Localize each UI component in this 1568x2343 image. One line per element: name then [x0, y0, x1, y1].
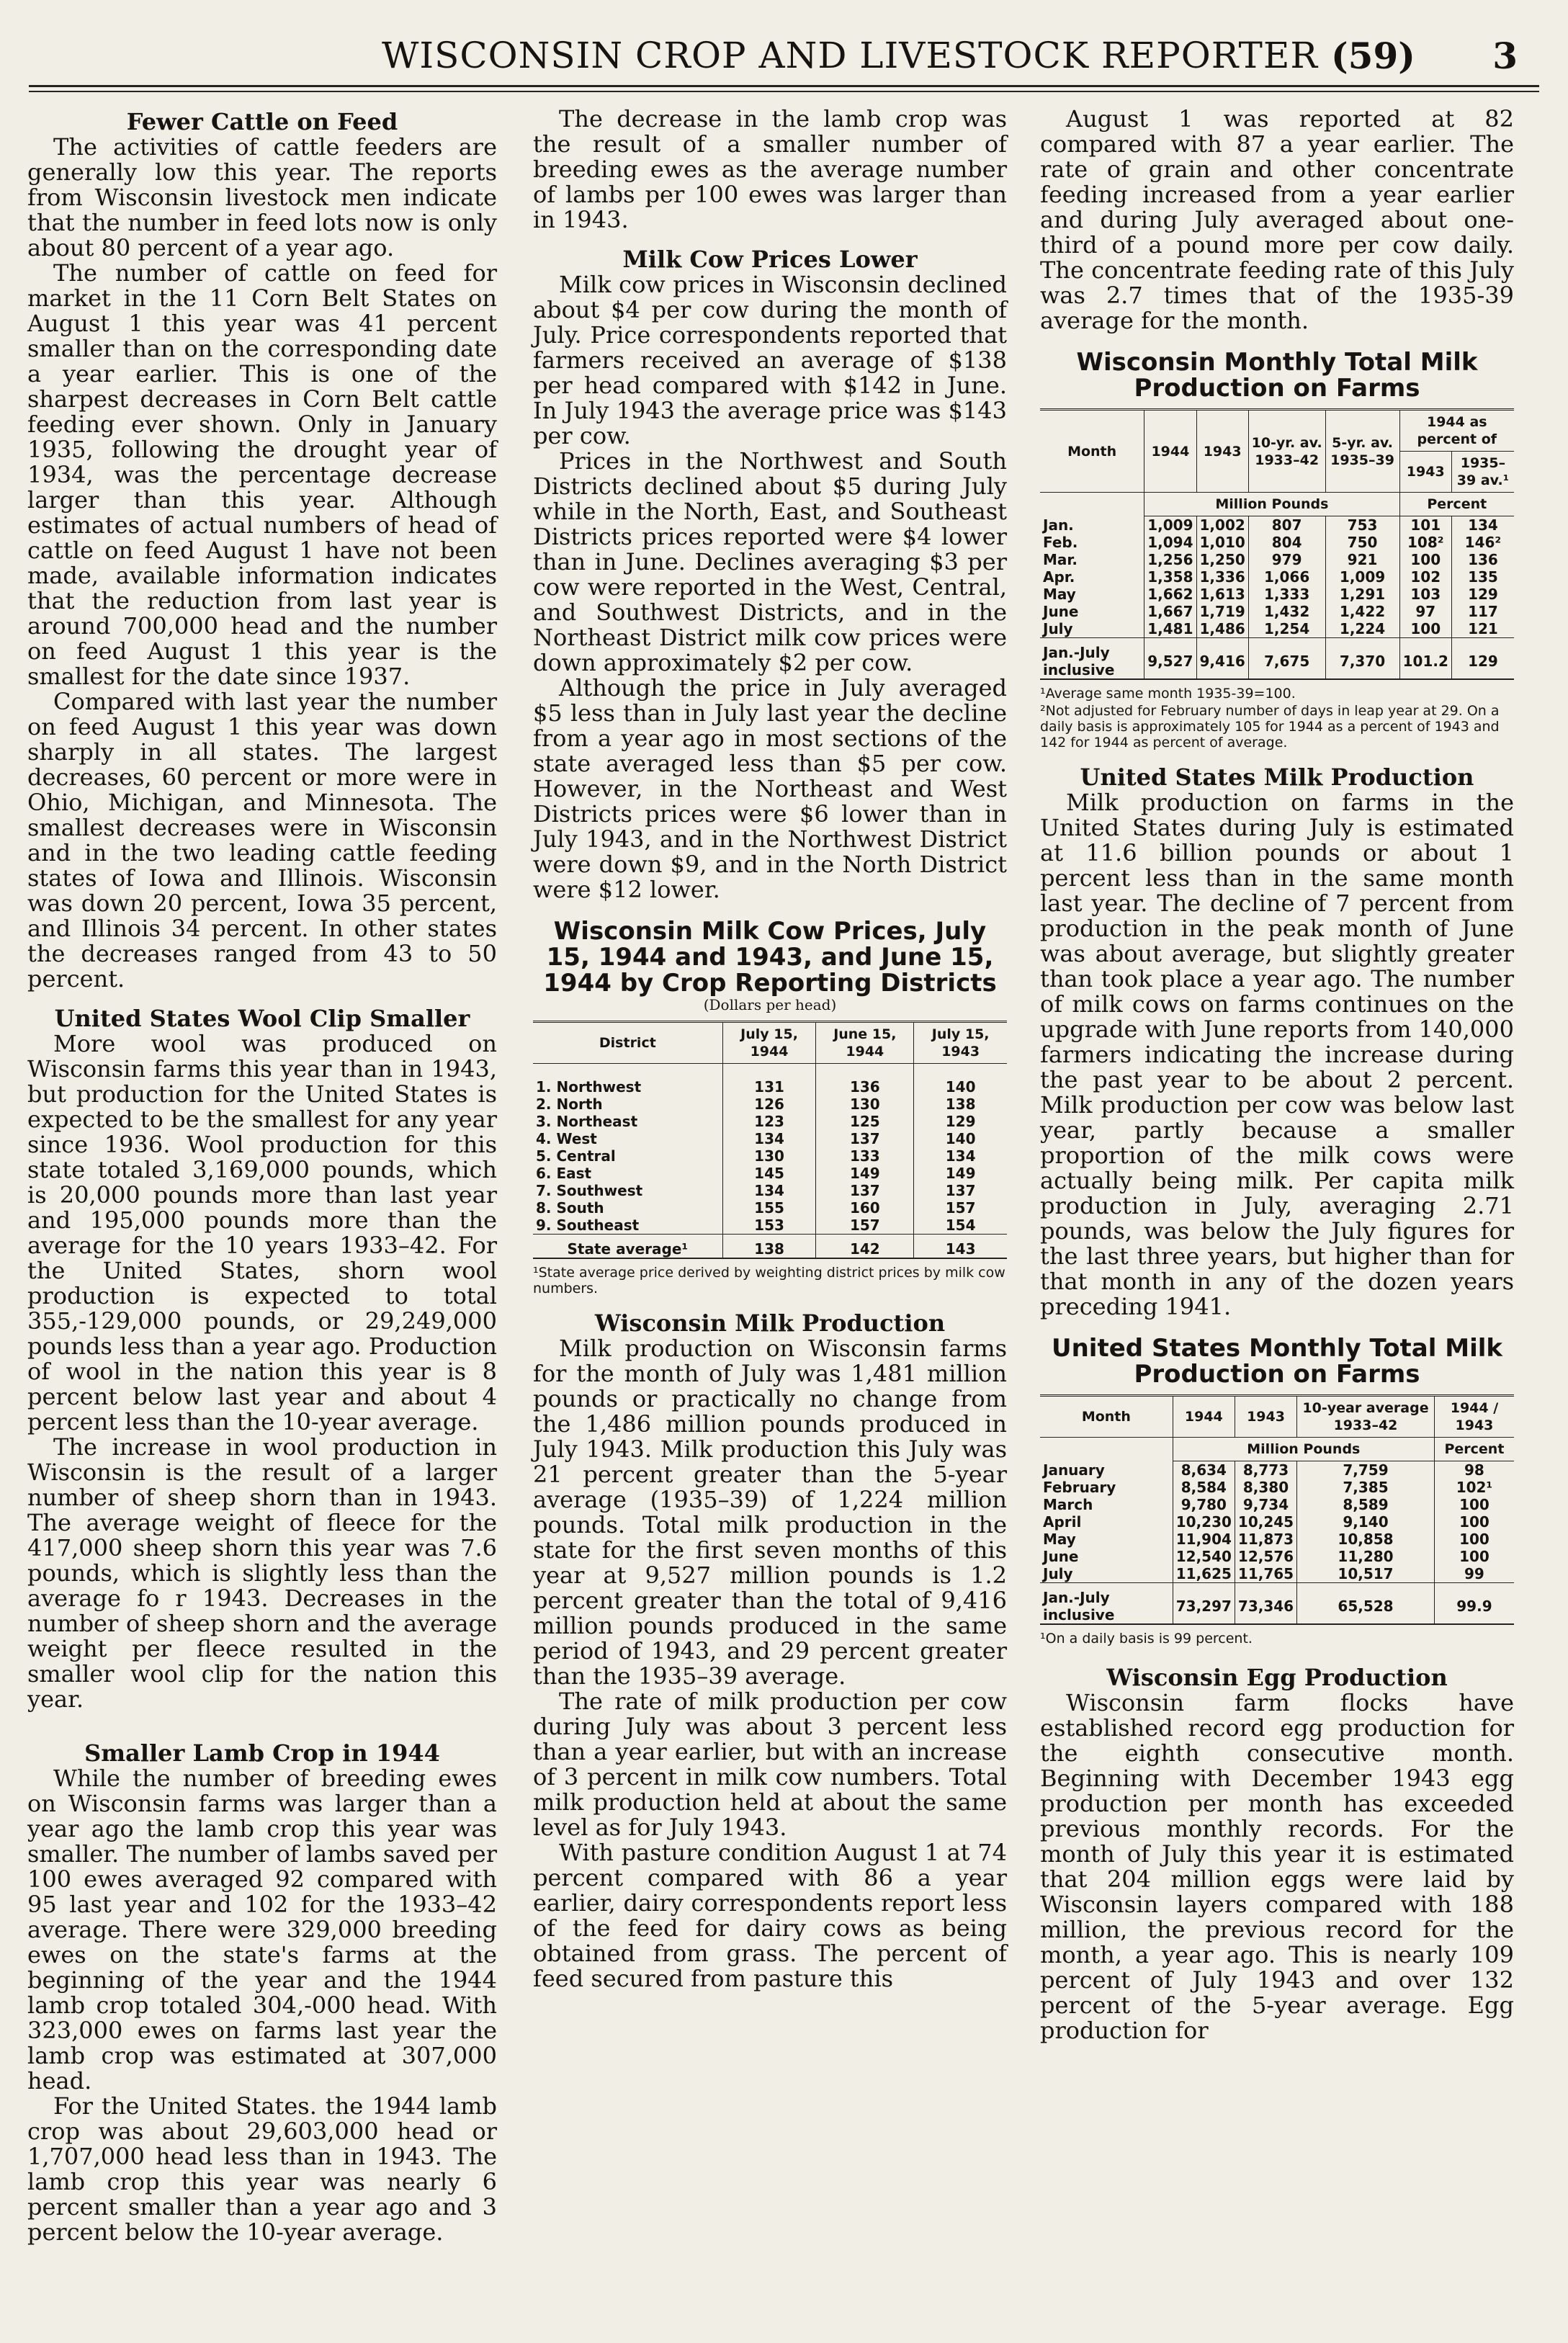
table-cell: 134 [914, 1147, 1007, 1165]
table-cell: 1,291 [1325, 586, 1399, 603]
heading-lamb-crop: Smaller Lamb Crop in 1944 [84, 1739, 440, 1767]
table-row [1040, 534, 1514, 551]
row-label: May [1043, 1531, 1076, 1548]
table-cell: 1,009 [1325, 568, 1399, 586]
column-3 [1040, 107, 1514, 2043]
table-cell: 9,734 [1235, 1496, 1296, 1513]
table-cell: 1,224 [1325, 620, 1399, 638]
row-label: 3. Northeast [536, 1113, 638, 1130]
table-cell: 117 [1451, 603, 1514, 620]
table-row-total: Jan.-July inclusive 9,527 9,416 7,675 7,370 101.2 129 [1040, 638, 1514, 680]
table-cell: 140 [914, 1130, 1007, 1147]
table-row [1040, 1531, 1514, 1548]
table-row [1040, 586, 1514, 603]
paragraph: Wisconsin farm flocks have established record egg production for the eighth consecutive month. Beginning with December 1943 egg production per month has exceeded previous monthly records. For the month of July this year it is estimated that 204 million eggs were laid by Wisconsin layers compared with 188 million, the previous record for the month, a year ago. This is nearly 109 percent of July 1943 and over 132 percent of the 5-year average. Egg production for [1040, 1689, 1514, 2044]
table-cell: 101 [1399, 516, 1451, 534]
paragraph: Milk cow prices in Wisconsin declined about $4 per cow during the month of July. Price correspondents reported that farmers received an average of $138 per head compared with $142 in June. In July 1943 the average price was $143 per cow. [533, 271, 1007, 449]
paragraph: For the United States. the 1944 lamb crop was about 29,603,000 head or 1,707,000 head less than in 1943. The lamb crop this year was nearly 6 percent smaller than a year ago and 3 percent below the 10-year average. [27, 2092, 497, 2246]
row-label: 9. Southeast [536, 1217, 640, 1234]
table-cell: 10,245 [1235, 1513, 1296, 1531]
table-cell: 136 [816, 1078, 914, 1096]
table-cell: 10,858 [1297, 1531, 1435, 1548]
table-cell: 100 [1434, 1496, 1514, 1513]
table-cell: 131 [722, 1078, 816, 1096]
table-cell: 12,540 [1173, 1548, 1235, 1565]
column-header: District [533, 1022, 722, 1064]
row-label: July [1043, 620, 1073, 637]
table-cell: 100 [1399, 620, 1451, 638]
paragraph: Milk production on Wisconsin farms for the month of July was 1,481 million pounds or practically no change from the 1,486 million pounds produced in July 1943. Milk production this July was 21 percent greater than the 5-year average (1935–39) of 1,224 million pounds. Total milk production in the state for the first seven months of this year at 9,527 million pounds is 1.2 percent greater than the total of 9,416 million pounds produced in the same period of 1943, and 29 percent greater than the 1935–39 average. [533, 1335, 1007, 1690]
column-2 [533, 107, 1007, 1992]
table-cell: 125 [816, 1113, 914, 1130]
paragraph: August 1 was reported at 82 compared with 87 a year earlier. The rate of grain and other concentrate feeding increased from a year earlier and during July averaged about one-third of a pound more per cow daily. The concentrate feeding rate of this July was 2.7 times that of the 1935-39 average for the month. [1040, 105, 1514, 334]
table-row [1040, 1461, 1514, 1479]
table-cell: 153 [722, 1217, 816, 1235]
row-label: Feb. [1043, 534, 1078, 551]
row-label: 5. Central [536, 1147, 616, 1165]
paragraph: The number of cattle on feed for market in the 11 Corn Belt States on August 1 this year was 41 percent smaller than on the corresponding date a year earlier. This is one of the sharpest decreases in Corn Belt cattle feeding ever shown. Only in January 1935, following the drought year of 1934, was the percentage decrease larger than this year. Although estimates of actual numbers of head of cattle on feed August 1 have not been made, available information indicates that the reduction from last year is around 700,000 head and the number on feed August 1 this year is the smallest for the date since 1937. [27, 259, 497, 690]
table-cell: 157 [816, 1217, 914, 1235]
table-row [533, 1147, 1007, 1165]
table-cell: 1,667 [1144, 603, 1196, 620]
table-cell: 1,358 [1144, 568, 1196, 586]
table-cell: 979 [1248, 551, 1325, 568]
table-cell: 807 [1248, 516, 1325, 534]
table-cell: 140 [914, 1078, 1007, 1096]
publication-title: WISCONSIN CROP AND LIVESTOCK REPORTER [382, 35, 1319, 76]
table-row-state-average: State average¹ 138 142 143 [533, 1235, 1007, 1259]
table-row [1040, 568, 1514, 586]
table-cell: 100 [1434, 1548, 1514, 1565]
table-cell: 102 [1399, 568, 1451, 586]
table-cell: 130 [816, 1096, 914, 1113]
column-1 [27, 107, 497, 2245]
row-label: Jan. [1043, 516, 1074, 534]
page-number: 3 [1492, 35, 1518, 77]
table-cell: 8,380 [1235, 1479, 1296, 1496]
table-row [1040, 1479, 1514, 1496]
row-label: April [1043, 1513, 1082, 1531]
table-title-us-milk: United States Monthly Total Milk Production on Farms [1051, 1334, 1502, 1389]
row-label: 4. West [536, 1130, 597, 1147]
table-cell: 100 [1399, 551, 1451, 568]
table-cell: 1,613 [1196, 586, 1248, 603]
table-cell: 11,873 [1235, 1531, 1296, 1548]
table-cell: 154 [914, 1217, 1007, 1235]
table-cell: 1,432 [1248, 603, 1325, 620]
table-cell: 9,780 [1173, 1496, 1235, 1513]
table-cell: 136 [1451, 551, 1514, 568]
row-label: February [1043, 1479, 1116, 1496]
issue-number: (59) [1331, 35, 1415, 77]
table-row [1040, 1565, 1514, 1583]
table-cell: 126 [722, 1096, 816, 1113]
row-label: 2. North [536, 1096, 603, 1113]
heading-egg-production: Wisconsin Egg Production [1106, 1664, 1448, 1691]
table-cell: 1,662 [1144, 586, 1196, 603]
table-cell: 103 [1399, 586, 1451, 603]
heading-us-milk: United States Milk Production [1080, 763, 1474, 791]
column-header: July 15, 1944 [722, 1022, 816, 1064]
row-label: June [1043, 603, 1079, 620]
row-label: Apr. [1043, 568, 1075, 586]
table-cell: 1,422 [1325, 603, 1399, 620]
table-row [533, 1096, 1007, 1113]
table-cell: 138 [914, 1096, 1007, 1113]
table-row [533, 1217, 1007, 1235]
table-row [533, 1165, 1007, 1182]
table-row-total: Jan.-July inclusive 73,297 73,346 65,528 99.9 [1040, 1583, 1514, 1625]
table-cell: 100 [1434, 1531, 1514, 1548]
table-cell: 134 [722, 1182, 816, 1199]
table-row [533, 1182, 1007, 1199]
page-header [29, 35, 1539, 81]
table-title-cow-prices: Wisconsin Milk Cow Prices, July 15, 1944 and 1943, and June 15, 1944 by Crop Reporting Districts [543, 917, 997, 998]
table-cell: 157 [914, 1199, 1007, 1217]
table-cell: 98 [1434, 1461, 1514, 1479]
table-cell: 921 [1325, 551, 1399, 568]
table-row [533, 1113, 1007, 1130]
table-cell: 10,517 [1297, 1565, 1435, 1583]
table-cell: 134 [722, 1130, 816, 1147]
row-label: June [1043, 1548, 1079, 1565]
table-cell: 134 [1451, 516, 1514, 534]
table-cell: 750 [1325, 534, 1399, 551]
heading-wool-clip: United States Wool Clip Smaller [54, 1005, 470, 1032]
table-footnote: ¹On a daily basis is 99 percent. [1040, 1631, 1253, 1647]
table-cell: 1,481 [1144, 620, 1196, 638]
table-cell: 11,625 [1173, 1565, 1235, 1583]
table-cell: 8,634 [1173, 1461, 1235, 1479]
paragraph: While the number of breeding ewes on Wisconsin farms was larger than a year ago the lamb crop this year was smaller. The number of lambs saved per 100 ewes averaged 92 compared with 95 last year and 102 for the 1933–42 average. There were 329,000 breeding ewes on the state's farms at the beginning of the year and the 1944 lamb crop totaled 304,-000 head. With 323,000 ewes on farms last year the lamb crop was estimated at 307,000 head. [27, 1765, 497, 2095]
table-cell: 135 [1451, 568, 1514, 586]
table-cell: 149 [914, 1165, 1007, 1182]
table-cell: 11,765 [1235, 1565, 1296, 1583]
paragraph: Milk production on farms in the United States during July is estimated at 11.6 billion pounds or about 1 percent less than in the same month last year. The decline of 7 percent from production in the peak month of June was about average, but slightly greater than took place a year ago. The number of milk cows on farms continues on the upgrade with June reports from 140,000 farmers indicating the increase during the past year to be about 2 percent. Milk production per cow was below last year, partly because a smaller proportion of the milk cows were actually being milk. Per capita milk production in July, averaging 2.71 pounds, was below the July figures for the last three years, but higher than for that month in any of the dozen years preceding 1941. [1040, 789, 1514, 1320]
table-cell: 11,904 [1173, 1531, 1235, 1548]
cow-prices-table [533, 1021, 1007, 1259]
paragraph: Compared with last year the number on feed August 1 this year was down sharply in all states. The largest decreases, 60 percent or more were in Ohio, Michigan, and Minnesota. The smallest decreases were in Wisconsin and in the two leading cattle feeding states of Iowa and Illinois. Wisconsin was down 20 percent, Iowa 35 percent, and Illinois 34 percent. In other states the decreases ranged from 43 to 50 percent. [27, 688, 497, 993]
table-cell: 146² [1451, 534, 1514, 551]
table-cell: 9,140 [1297, 1513, 1435, 1531]
row-label: 8. South [536, 1199, 604, 1217]
paragraph: The increase in wool production in Wisconsin is the result of a larger number of sheep shorn than in 1943. The average weight of fleece for the 417,000 sheep shorn this year was 7.6 pounds, which is slightly less than the average fo r 1943. Decreases in the number of sheep shorn and the average weight per fleece resulted in the smaller wool clip for the nation this year. [27, 1433, 497, 1713]
table-cell: 7,759 [1297, 1461, 1435, 1479]
table-row [1040, 1513, 1514, 1531]
table-cell: 1,333 [1248, 586, 1325, 603]
row-label: Mar. [1043, 551, 1078, 568]
paragraph: The rate of milk production per cow during July was about 3 percent less than a year earlier, but with an increase of 3 percent in milk cow numbers. Total milk production held at about the same level as for July 1943. [533, 1688, 1007, 1841]
us-milk-table: Month 1944 1943 10-year average 1933–42 1944 / 1943 Million Pounds Percent January 8,634 8,773 7,759 98 February 8,584 8,380 7,385 102¹ March 9,780 9,734 8,589 100 April 10,230 10,245 9,140 100 May 11,904 11,873 10,858 100 June 12,540 12,576 11,280 100 July 11,625 11,765 10,517 99 Jan.-July inclusive 73,297 73,346 65,528 99.9 [1040, 1394, 1514, 1625]
table-cell: 12,576 [1235, 1548, 1296, 1565]
wi-milk-table: Month 1944 1943 10-yr. av. 1933–42 5-yr. av. 1935–39 1944 as percent of 1943 1935–39 av.¹ Million Pounds Percent Jan. 1,009 1,002 807 753 101 134 Feb. 1,094 1,010 804 750 108² 146² Mar. 1,256 1,250 979 921 100 136 Apr. 1,358 1,336 1,066 1,009 102 135 May 1,662 1,613 1,333 1,291 103 129 June 1,667 1,719 1,432 1,422 97 117 July 1,481 1,486 1,254 1,224 100 121 Jan.-July inclusive 9,527 9,416 7,675 7,370 101.2 129 [1040, 408, 1514, 680]
table-cell: 11,280 [1297, 1548, 1435, 1565]
table-cell: 1,250 [1196, 551, 1248, 568]
table-cell: 108² [1399, 534, 1451, 551]
table-cell: 100 [1434, 1513, 1514, 1531]
table-cell: 133 [816, 1147, 914, 1165]
paragraph: Prices in the Northwest and South Districts declined about $5 during July while in the North, East, and Southeast Districts prices reported were $4 lower than in June. Declines averaging $3 per cow were reported in the West, Central, and Southwest Districts, and in the Northeast District milk cow prices were down approximately $2 per cow. [533, 447, 1007, 676]
header-rule-2 [29, 91, 1539, 92]
row-label: March [1043, 1496, 1093, 1513]
row-label: January [1043, 1461, 1105, 1479]
paragraph: The decrease in the lamb crop was the result of a smaller number of breeding ewes as the average number of lambs per 100 ewes was larger than in 1943. [533, 105, 1007, 233]
table-cell: 137 [816, 1182, 914, 1199]
table-cell: 1,486 [1196, 620, 1248, 638]
row-label: May [1043, 586, 1076, 603]
table-cell: 1,254 [1248, 620, 1325, 638]
table-cell: 10,230 [1173, 1513, 1235, 1531]
table-footnote: ¹Average same month 1935-39=100. [1040, 686, 1296, 702]
table-cell: 121 [1451, 620, 1514, 638]
table-title-wi-milk: Wisconsin Monthly Total Milk Production on Farms [1076, 348, 1478, 403]
table-cell: 7,385 [1297, 1479, 1435, 1496]
table-cell: 1,094 [1144, 534, 1196, 551]
table-cell: 97 [1399, 603, 1451, 620]
table-cell: 1,002 [1196, 516, 1248, 534]
table-cell: 123 [722, 1113, 816, 1130]
table-row [533, 1078, 1007, 1096]
column-header: June 15, 1944 [816, 1022, 914, 1064]
row-label: July [1043, 1565, 1073, 1582]
heading-wisconsin-milk: Wisconsin Milk Production [594, 1309, 946, 1337]
table-cell: 129 [914, 1113, 1007, 1130]
table-row [1040, 1548, 1514, 1565]
table-row [1040, 620, 1514, 638]
paragraph: The activities of cattle feeders are generally low this year. The reports from Wisconsin livestock men indicate that the number in feed lots now is only about 80 percent of a year ago. [27, 133, 497, 261]
table-cell: 1,336 [1196, 568, 1248, 586]
row-label: 7. Southwest [536, 1182, 643, 1199]
table-row [533, 1199, 1007, 1217]
paragraph: Although the price in July averaged $5 less than in July last year the decline from a year ago in most sections of the state averaged less than $5 per cow. However, in the Northeast and West Districts prices were $6 lower than in July 1943, and in the Northwest District were down $9, and in the North District were $12 lower. [533, 674, 1007, 903]
table-footnote: ²Not adjusted for February number of days in leap year at 29. On a daily basis is approximately 105 for 1944 as a percent of 1943 and 142 for 1944 as percent of average. [1040, 703, 1500, 751]
heading-fewer-cattle: Fewer Cattle on Feed [126, 108, 398, 135]
table-cell: 1,066 [1248, 568, 1325, 586]
table-row [1040, 603, 1514, 620]
table-cell: 1,719 [1196, 603, 1248, 620]
table-cell: 149 [816, 1165, 914, 1182]
heading-milk-cow-prices: Milk Cow Prices Lower [622, 246, 918, 273]
table-cell: 137 [914, 1182, 1007, 1199]
row-label: 6. East [536, 1165, 592, 1182]
table-cell: 129 [1451, 586, 1514, 603]
table-row [1040, 1496, 1514, 1513]
row-label: 1. Northwest [536, 1078, 642, 1096]
header-rule [29, 85, 1539, 87]
table-row [533, 1130, 1007, 1147]
table-cell: 1,010 [1196, 534, 1248, 551]
table-row [1040, 516, 1514, 534]
table-subtitle: (Dollars per head) [703, 996, 837, 1013]
table-cell: 102¹ [1434, 1479, 1514, 1496]
column-header: July 15, 1943 [914, 1022, 1007, 1064]
table-cell: 804 [1248, 534, 1325, 551]
table-cell: 1,256 [1144, 551, 1196, 568]
table-cell: 130 [722, 1147, 816, 1165]
table-cell: 8,773 [1235, 1461, 1296, 1479]
table-cell: 753 [1325, 516, 1399, 534]
table-cell: 155 [722, 1199, 816, 1217]
table-cell: 145 [722, 1165, 816, 1182]
table-footnote: ¹State average price derived by weighting district prices by milk cow numbers. [533, 1265, 1005, 1296]
table-cell: 8,589 [1297, 1496, 1435, 1513]
table-row [1040, 551, 1514, 568]
table-cell: 160 [816, 1199, 914, 1217]
paragraph: With pasture condition August 1 at 74 percent compared with 86 a year earlier, dairy correspondents report less of the feed for dairy cows as being obtained from grass. The percent of feed secured from pasture this [533, 1839, 1007, 1992]
table-cell: 137 [816, 1130, 914, 1147]
table-cell: 8,584 [1173, 1479, 1235, 1496]
table-cell: 1,009 [1144, 516, 1196, 534]
table-cell: 99 [1434, 1565, 1514, 1583]
paragraph: More wool was produced on Wisconsin farms this year than in 1943, but production for the United States is expected to be the smallest for any year since 1936. Wool production for this state totaled 3,169,000 pounds, which is 20,000 pounds more than last year and 195,000 pounds more than the average for the 10 years 1933–42. For the United States, shorn wool production is expected to total 355,-129,000 pounds, or 29,249,000 pounds less than a year ago. Production of wool in the nation this year is 8 percent below last year and about 4 percent less than the 10-year average. [27, 1030, 497, 1435]
